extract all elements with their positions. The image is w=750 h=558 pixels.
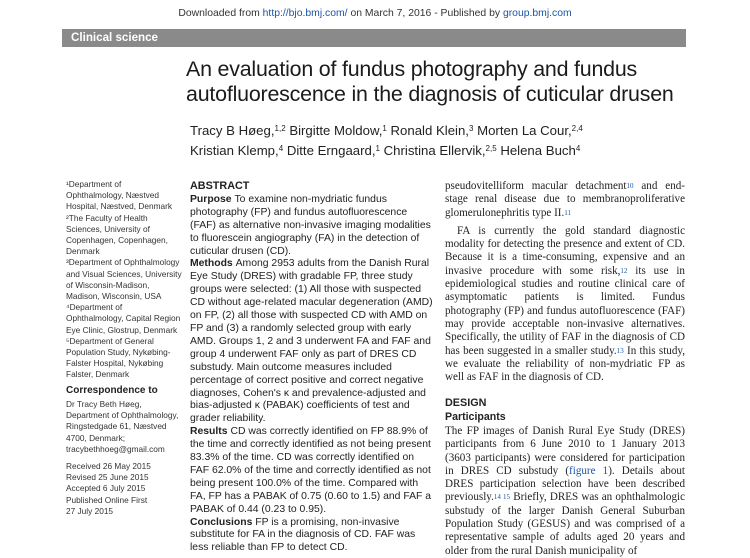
design-heading: DESIGN <box>445 397 487 409</box>
correspondence-email[interactable]: tracybethhoeg@gmail.com <box>66 443 165 454</box>
correspondence-line: Dr Tracy Beth Høeg, <box>66 399 142 409</box>
author-list <box>190 121 720 161</box>
citation[interactable]: 10 <box>626 182 634 190</box>
methods-text: Among 2953 adults from the Danish Rural Eye Study (DRES) with gradable FP, three study groups were selected: (1) All those with suspected CD without age-related macular degeneration (AMD) on FP, (2) all those with suspected CD with AMD on FP and (3) a randomly selected group with early AMD. Groups 1, 2 and 3 underwent FA and FAF and group 4 underwent FAF only as part of DRES CD substudy. Main outcome measures included percentage of correct positive and correct negative diagnoses, Cohen's κ and prevalence-adjusted and bias-adjusted κ (PABAK) coefficients of test and grader reliability. <box>190 258 433 425</box>
abstract-conclusions <box>190 517 434 556</box>
abstract-purpose <box>190 194 434 259</box>
article-title: An evaluation of fundus photography and fundus autofluorescence in the diagnosis of cuticular drusen <box>186 57 674 106</box>
body-paragraph: FA is currently the gold standard diagnostic modality for detecting the presence and extent of CD. Because it is a time-consuming, expensive and an invasive procedure with some risk,$^{12}$ its use in epidemiological studies and routine clinical care of asymptomatic patients is limited. Fundus photography (FP) and fundus autofluorescence (FAF) may provide acceptable non-invasive alternatives. Specifically, the utility of FAF in the diagnosis of CD has been suggested in a smaller study.$^{13}$ In this study, we evaluate the reliability of non-mydriatic FP as well as FAF in the diagnosis of CD. <box>445 224 686 384</box>
body-paragraph: The FP images of Danish Rural Eye Study (DRES) participants from 6 June 2010 to 1 January 2013 (3603 participants) were considered for participation in DRES CD substudy (figure 1). Details about DRES participation selection have been described previously.$^{14 15}$ Briefly, DRES was an ophthalmologic substudy of the larger Danish General Suburban Population Study (GESUS) and was comprised of a representative sample of adults aged 20 years and older from the rural Danish municipality of <box>445 425 686 557</box>
conclusions-text: FP is a promising, non-invasive substitute for FA in the diagnosis of CD. FAF was less reliable than FP to detect CD. <box>190 516 416 554</box>
section-label: Clinical science <box>62 29 686 47</box>
citation[interactable]: 14 15 <box>493 493 511 502</box>
affiliation-line: Copenhagen, Copenhagen, <box>66 235 168 246</box>
author: Christina Ellervik,$^{2,5}$ <box>383 143 497 158</box>
date-line: Revised 25 June 2015 <box>66 472 149 483</box>
affiliation-line: Falster, Denmark <box>66 369 130 380</box>
bjo-link[interactable]: http://bjo.bmj.com/ <box>262 8 348 19</box>
affiliation-line: Eye Clinic, Glostrup, Denmark <box>66 324 178 335</box>
affiliation-line: Hospital, Næstved, Denmark <box>66 201 173 212</box>
citation[interactable]: 13 <box>616 346 624 355</box>
affiliation-line: Ophthalmology, Næstved <box>66 190 159 201</box>
participants-heading: Participants <box>445 411 506 423</box>
figure-link[interactable]: figure 1 <box>569 464 609 477</box>
affiliation-line: ²The Faculty of Health <box>66 212 148 223</box>
download-notice <box>0 8 750 19</box>
author: Ronald Klein,$^3$ <box>390 123 474 138</box>
author: Helena Buch$^4$ <box>500 143 581 158</box>
article-dates <box>66 461 186 517</box>
author: Ditte Erngaard,$^1$ <box>286 143 380 158</box>
abstract-results <box>190 426 434 516</box>
date-line: Accepted 6 July 2015 <box>66 483 146 494</box>
affiliation-line: and Visual Sciences, University <box>66 268 182 279</box>
affiliations <box>66 179 182 381</box>
body-column-top <box>445 180 685 384</box>
purpose-text: To examine non-mydriatic fundus photography (FP) and fundus autofluorescence (FAF) as alternative non-invasive imaging modalities to fluorescein angiography (FA) in the detection of cuticular drusen (CD). <box>190 193 431 257</box>
conclusions-label: Conclusions <box>190 516 253 528</box>
download-middle: on March 7, 2016 - Published by <box>347 8 503 19</box>
results-text: CD was correctly identified on FP 88.9% of the time and correctly identified as not being present 83.3% of the time. CD was correctly identified on FAF 62.0% of the time and correctly identified as not being present 100.0% of the time. Compared with FA, FP has a PABAK of 0.75 (0.60 to 1.5) and FAF a PABAK of 0.44 (0.23 to 0.95). <box>190 426 432 515</box>
body-column-bottom <box>445 425 685 558</box>
body-paragraph: pseudovitelliform macular detachment$^{10}$ and end-stage renal disease due to membranoproliferative glomerulonephritis type II.$^{11}$ <box>445 180 685 219</box>
results-label: Results <box>190 426 228 438</box>
correspondence-block <box>66 399 186 455</box>
affiliation-line: Madison, Wisconsin, USA <box>66 291 162 302</box>
affiliation-line: of Wisconsin-Madison, <box>66 279 150 290</box>
affiliation-line: ⁴Department of <box>66 302 123 313</box>
correspondence-line: Department of Ophthalmology, <box>66 410 179 421</box>
abstract <box>190 180 434 555</box>
group-bmj-link[interactable]: group.bmj.com <box>502 8 572 19</box>
purpose-label: Purpose <box>190 193 232 205</box>
abstract-methods <box>190 258 434 426</box>
author: Tracy B Høeg,$^{1,2}$ <box>190 123 286 138</box>
correspondence-line: 4700, Denmark; <box>66 432 126 443</box>
affiliation-line: Ophthalmology, Capital Region <box>66 313 181 324</box>
author: Kristian Klemp,$^4$ <box>190 143 284 158</box>
affiliation-line: Denmark <box>66 246 100 257</box>
correspondence-line: Ringstedgade 61, Næstved <box>66 421 167 432</box>
affiliation-line: ⁵Department of General <box>66 335 154 346</box>
affiliation-line: ³Department of Ophthalmology <box>66 257 180 268</box>
date-line: Received 26 May 2015 <box>66 461 151 471</box>
abstract-heading: ABSTRACT <box>190 180 250 192</box>
methods-label: Methods <box>190 258 233 270</box>
affiliation-line: ¹Department of <box>66 179 122 189</box>
author: Morten La Cour,$^{2,4}$ <box>477 123 583 138</box>
citation[interactable]: 11 <box>564 208 571 217</box>
author: Birgitte Moldow,$^1$ <box>289 123 387 138</box>
correspondence-heading: Correspondence to <box>66 385 158 396</box>
affiliation-line: Falster Hospital, Nykøbing <box>66 358 164 369</box>
affiliation-line: Population Study, Nykøbing- <box>66 347 171 358</box>
date-line: Published Online First <box>66 494 148 505</box>
affiliation-line: Sciences, University of <box>66 223 150 234</box>
date-line: 27 July 2015 <box>66 505 114 516</box>
citation[interactable]: 12 <box>620 266 628 275</box>
download-prefix: Downloaded from <box>178 8 263 19</box>
